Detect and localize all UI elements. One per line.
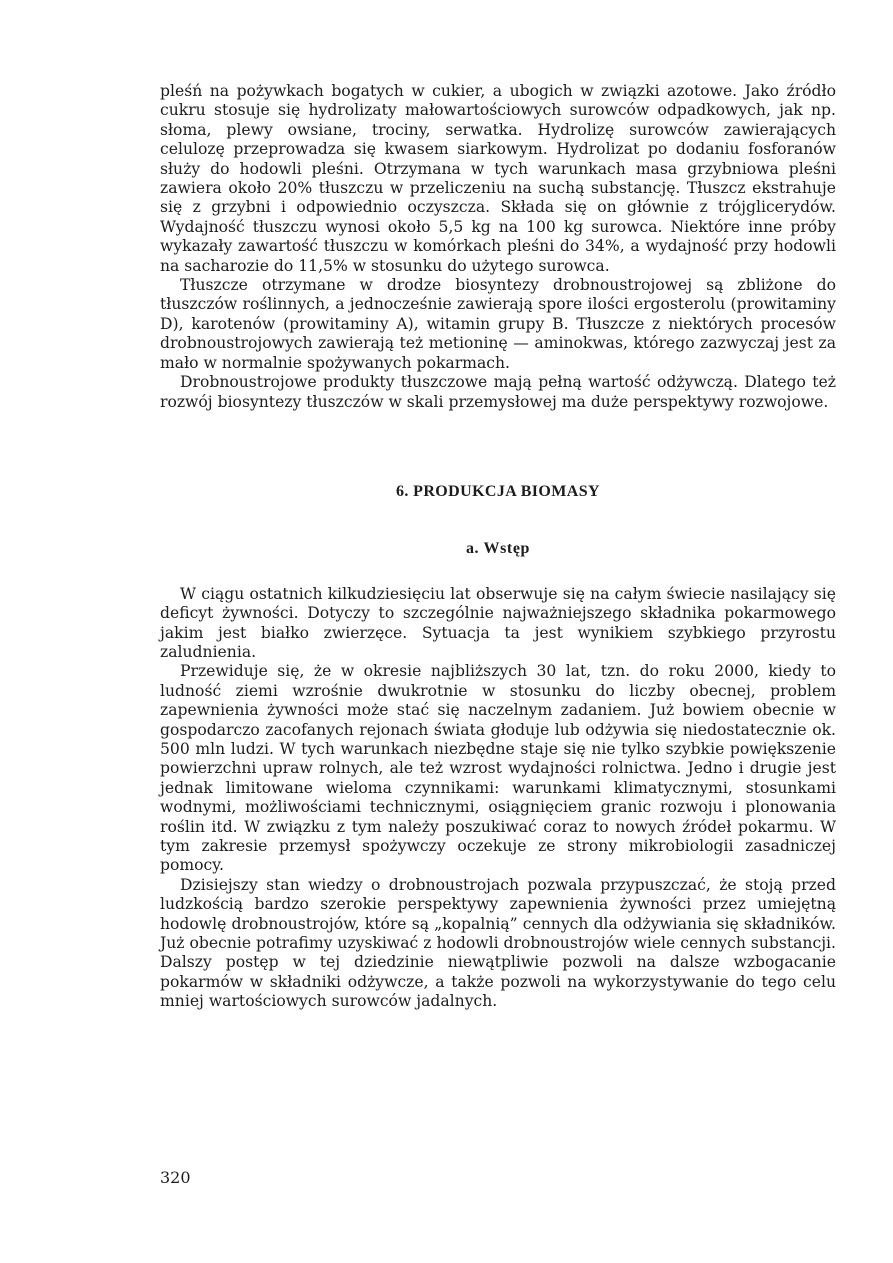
chapter-title: 6. PRODUKCJA BIOMASY xyxy=(395,482,600,500)
paragraph-continuation-3: Drobnoustrojowe produkty tłuszczowe mają pełną wartość odżywczą. Dlatego też rozwój biosyntezy tłuszczów w skali przemysłowej ma duże perspektywy rozwojowe. xyxy=(160,373,836,411)
paragraph-continuation-1: pleśń na pożywkach bogatych w cukier, a ubogich w związki azotowe. Jako źródło cukru stosuje się hydrolizaty małowartościowych surowców odpadkowych, jak np. słoma, plewy owsiane, trociny, serwatka. Hydrolizę surowców zawierających celulozę przeprowadza się kwasem siarkowym. Hydrolizat po dodaniu fosforanów służy do hodowli pleśni. Otrzymana w tych warunkach masa grzybniowa pleśni zawiera około 20% tłuszczu w przeliczeniu na suchą substancję. Tłuszcz ekstrahuje się z grzybni i odpowiednio oczyszcza. Składa się on głównie z trójglicerydów. Wydajność tłuszczu wynosi około 5,5 kg na 100 kg surowca. Niektóre inne próby wykazały zawartość tłuszczu w komórkach pleśni do 34%, a wydajność przy hodowli na sacharozie do 11,5% w stosunku do użytego surowca. xyxy=(160,82,836,275)
page-number: 320 xyxy=(160,1168,191,1187)
paragraph-section-3: Dzisiejszy stan wiedzy o drobnoustrojach pozwala przypuszczać, że stoją przed ludzkością bardzo szerokie perspektywy zapewnienia żywności przez umiejętną hodowlę drobnoustrojów, które są „kopalnią” cennych dla odżywiania się składników. Już obecnie potrafimy uzyskiwać z hodowli drobnoustrojów wiele cennych substancji. Dalszy postęp w tej dziedzinie niewątpliwie pozwoli na dalsze wzbogacanie pokarmów w składniki odżywcze, a także pozwoli na wykorzystywanie do tego celu mniej wartościowych surowców jadalnych. xyxy=(160,875,836,1011)
paragraph-continuation-2: Tłuszcze otrzymane w drodze biosyntezy drobnoustrojowej są zbliżone do tłuszczów roślinnych, a jednocześnie zawierają spore ilości ergosterolu (prowitaminy D), karotenów (prowitaminy A), witamin grupy B. Tłuszcze z niektórych procesów drobnoustrojowych zawierają też metioninę — aminokwas, którego zazwyczaj jest za mało w normalnie spożywanych pokarmach. xyxy=(160,276,836,372)
paragraph-section-1: W ciągu ostatnich kilkudziesięciu lat obserwuje się na całym świecie nasilający się deficyt żywności. Dotyczy to szczególnie najważniejszego składnika pokarmowego jakim jest białko zwierzęce. Sytuacja ta jest wynikiem szybkiego przyrostu zaludnienia. xyxy=(160,584,836,661)
paragraph-section-2: Przewiduje się, że w okresie najbliższych 30 lat, tzn. do roku 2000, kiedy to ludność ziemi wzrośnie dwukrotnie w stosunku do liczby obecnej, problem zapewnienia żywności może stać się naczelnym zadaniem. Już bowiem obecnie w gospodarczo zacofanych rejonach świata głoduje lub odżywia się niedostatecznie ok. 500 mln ludzi. W tych warunkach niezbędne staje się nie tylko szybkie powiększenie powierzchni upraw rolnych, ale też wzrost wydajności rolnictwa. Jedno i drugie jest jednak limitowane wieloma czynnikami: warunkami klimatycznymi, stosunkami wodnymi, możliwościami technicznymi, osiągnięciem granic rozwoju i plonowania roślin itd. W związku z tym należy poszukiwać coraz to nowych źródeł pokarmu. W tym zakresie przemysł spożywczy oczekuje ze strony mikrobiologii zasadniczej pomocy. xyxy=(160,662,836,875)
section-title: a. Wstęp xyxy=(465,540,531,558)
page-body xyxy=(160,82,836,1012)
